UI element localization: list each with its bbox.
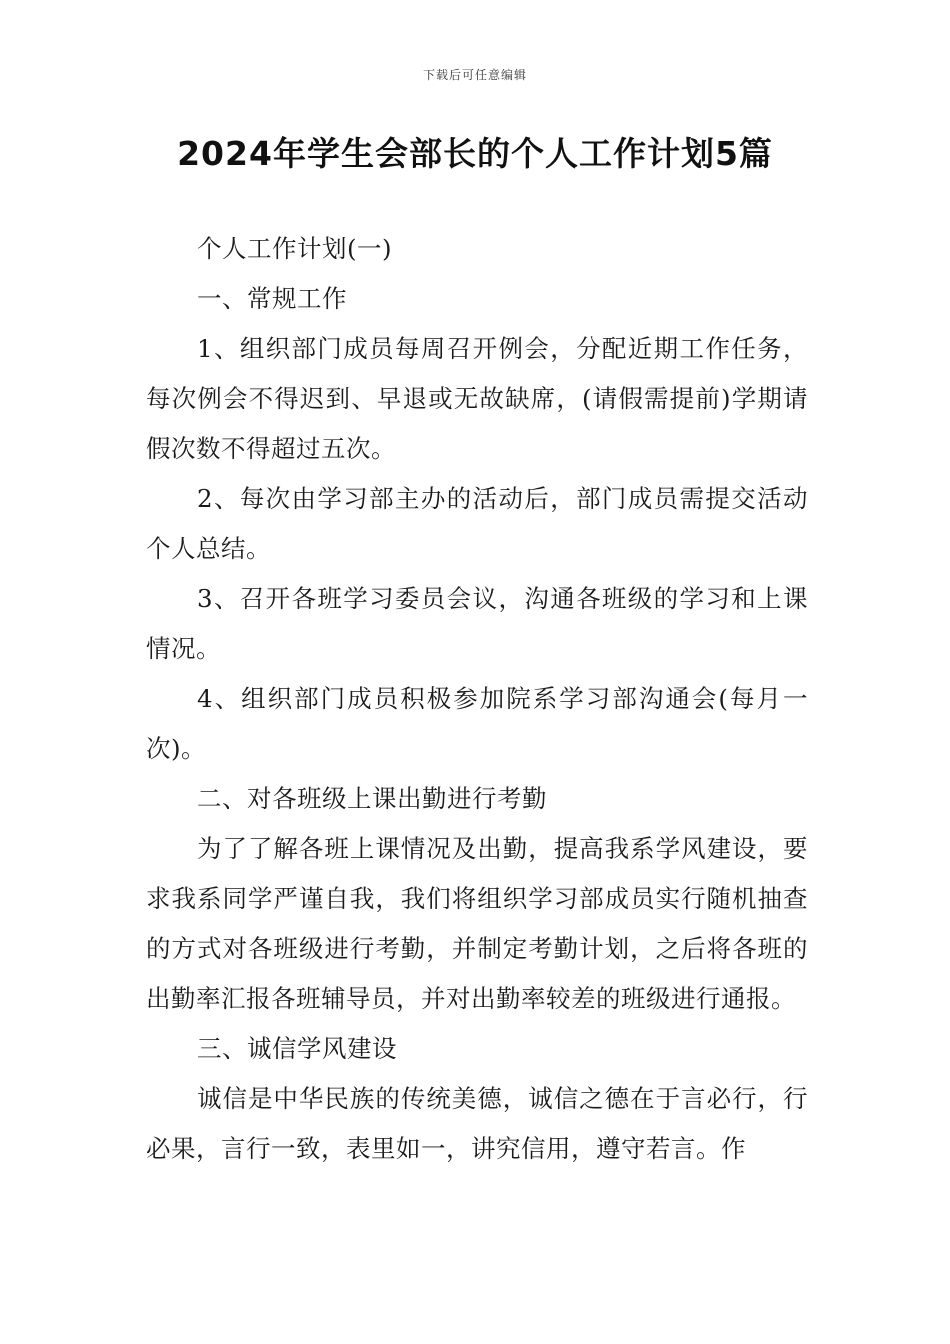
- paragraph-item-1: 1、组织部门成员每周召开例会，分配近期工作任务，每次例会不得迟到、早退或无故缺席，(请假需提前)学期请假次数不得超过五次。: [146, 334, 808, 463]
- section-heading-attendance: 二、对各班级上课出勤进行考勤: [197, 784, 547, 813]
- paragraph-item-2: 2、每次由学习部主办的活动后，部门成员需提交活动个人总结。: [146, 484, 808, 563]
- section-heading-routine-work: 一、常规工作: [197, 284, 347, 313]
- header-note: 下载后可任意编辑: [422, 68, 527, 82]
- paragraph-item-4: 4、组织部门成员积极参加院系学习部沟通会(每月一次)。: [146, 684, 808, 763]
- document-title: 2024年学生会部长的个人工作计划5篇: [177, 134, 773, 173]
- section-heading-integrity: 三、诚信学风建设: [197, 1034, 397, 1063]
- section-heading-plan-one: 个人工作计划(一): [197, 234, 393, 263]
- document-body: [146, 224, 808, 1174]
- paragraph-attendance: 为了了解各班上课情况及出勤，提高我系学风建设，要求我系同学严谨自我，我们将组织学习部成员实行随机抽查的方式对各班级进行考勤，并制定考勤计划，之后将各班的出勤率汇报各班辅导员，并对出勤率较差的班级进行通报。: [146, 834, 808, 1013]
- paragraph-integrity: 诚信是中华民族的传统美德，诚信之德在于言必行，行必果，言行一致，表里如一，讲究信用，遵守若言。作: [146, 1084, 808, 1163]
- paragraph-item-3: 3、召开各班学习委员会议，沟通各班级的学习和上课情况。: [146, 584, 808, 663]
